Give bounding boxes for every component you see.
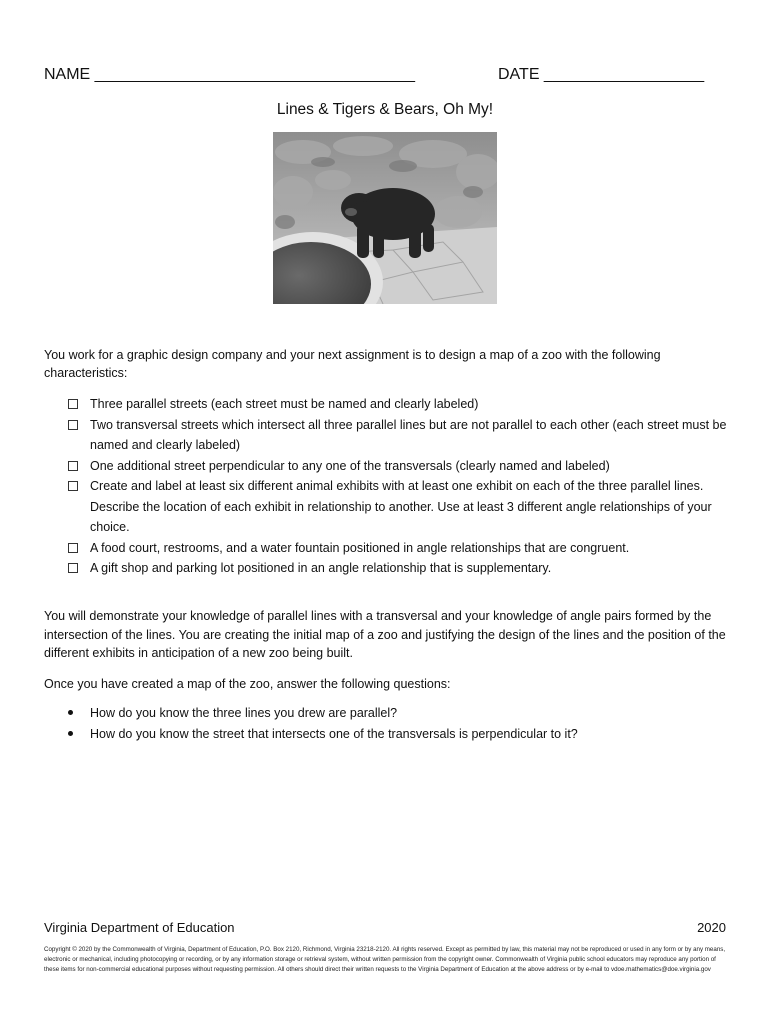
- requirements-checklist: [68, 394, 728, 579]
- footer-organization: Virginia Department of Education: [44, 920, 235, 935]
- question-text: How do you know the three lines you drew are parallel?: [90, 706, 398, 720]
- intro-paragraph: You work for a graphic design company and your next assignment is to design a map of a zoo with the following characteristics:: [44, 348, 661, 380]
- questions-intro: Once you have created a map of the zoo, answer the following questions:: [44, 677, 451, 691]
- checkbox-icon[interactable]: [68, 399, 78, 409]
- copyright-notice: Copyright © 2020 by the Commonwealth of Virginia, Department of Education, P.O. Box 2120, Richmond, Virginia 23218-2120. All rights reserved. Except as permitted by law, this material may not be reproduced or used in any form or by any means, electronic or mechanical, including photocopying or recording, or by any information storage or retrieval system, without written permission from the copyright owner. Commonwealth of Virginia public school educators may reproduce any portion of these items for non-commercial educational purposes without requesting permission. All others should direct their written requests to the Virginia Department of Education at the above address or by e-mail to vdoe.mathematics@doe.virginia.gov: [44, 946, 726, 973]
- checklist-item-text: A gift shop and parking lot positioned in an angle relationship that is supplementary.: [90, 561, 552, 575]
- bullet-icon: [68, 731, 73, 736]
- checklist-item: [68, 394, 728, 415]
- knowledge-paragraph: You will demonstrate your knowledge of parallel lines with a transversal and your knowledge of angle pairs formed by the intersection of the lines. You are creating the initial map of a zoo and justifying the design of the lines and the position of the different exhibits in anticipation of a new zoo being built.: [44, 609, 726, 660]
- bullet-icon: [68, 710, 73, 715]
- checklist-item: [68, 538, 728, 559]
- checklist-item-text: A food court, restrooms, and a water fountain positioned in angle relationships that are congruent.: [90, 540, 630, 555]
- checkbox-icon[interactable]: [68, 543, 78, 553]
- bear-photo-illustration: [273, 132, 497, 304]
- checkbox-icon[interactable]: [68, 461, 78, 471]
- checklist-item-text: One additional street perpendicular to any one of the transversals (clearly named and labeled): [90, 458, 610, 473]
- checkbox-icon[interactable]: [68, 563, 78, 573]
- checklist-item: [68, 456, 728, 477]
- question-item: [68, 703, 728, 724]
- checkbox-icon[interactable]: [68, 481, 78, 491]
- page-title: Lines & Tigers & Bears, Oh My!: [276, 101, 494, 118]
- question-item: [68, 724, 728, 745]
- checklist-item-text: Two transversal streets which intersect all three parallel lines but are not parallel to each other (each street must be named and clearly labeled): [90, 417, 727, 452]
- date-field-line[interactable]: DATE __________________: [498, 66, 705, 83]
- question-text: How do you know the street that intersects one of the transversals is perpendicular to it?: [90, 727, 578, 741]
- checkbox-icon[interactable]: [68, 420, 78, 430]
- questions-list: [68, 703, 728, 745]
- bear-photo: [273, 132, 497, 304]
- checklist-item-text: Create and label at least six different animal exhibits with at least one exhibit on each of the three parallel lines. Describe the location of each exhibit in relationship to another. Use at least 3 different angle relationships of your choice.: [90, 479, 712, 534]
- checklist-item: [68, 415, 728, 456]
- name-field-line[interactable]: NAME ____________________________________: [44, 66, 416, 83]
- checklist-item: [68, 476, 728, 538]
- footer-year: 2020: [697, 920, 726, 935]
- checklist-item: [68, 558, 728, 579]
- checklist-item-text: Three parallel streets (each street must be named and clearly labeled): [90, 397, 479, 411]
